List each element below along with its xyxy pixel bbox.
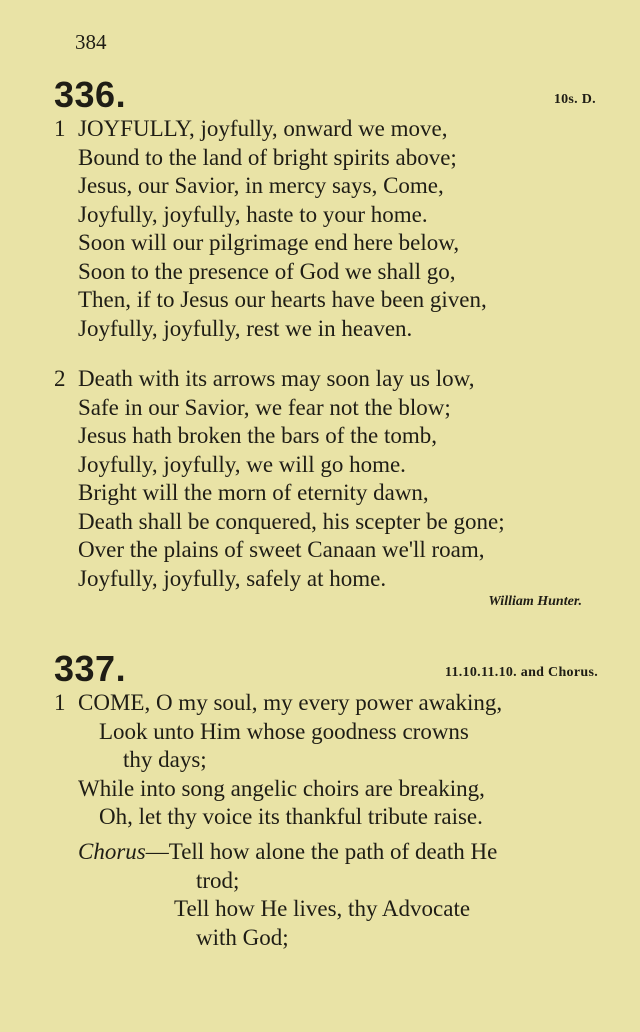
verse-line: Joyfully, joyfully, safely at home. — [78, 565, 387, 591]
hymn-337-verse-1 — [54, 689, 614, 832]
verse-line: COME, O my soul, my every power awaking, — [78, 690, 503, 715]
hymn-336-verse-1 — [54, 115, 614, 343]
chorus-line: Tell how He lives, thy Advocate — [174, 896, 471, 921]
verse-number: 2 — [54, 366, 66, 391]
verse-number: 1 — [54, 116, 66, 141]
verse-line: Joyfully, joyfully, rest we in heaven. — [78, 315, 413, 341]
hymn-meter-337: 11.10.11.10. and Chorus. — [444, 665, 598, 680]
verse-line: JOYFULLY, joyfully, onward we move, — [78, 116, 448, 141]
verse-line: Safe in our Savior, we fear not the blow; — [78, 394, 451, 420]
verse-line: Then, if to Jesus our hearts have been given, — [78, 287, 487, 312]
author-attribution: William Hunter. — [488, 594, 582, 609]
hymn-337-chorus — [78, 838, 618, 952]
chorus-first-line — [78, 838, 618, 867]
verse-line: Over the plains of sweet Canaan we'll roam, — [78, 537, 485, 562]
verse-line: While into song angelic choirs are breaking, — [78, 775, 485, 801]
verse-line: Bound to the land of bright spirits above; — [78, 144, 457, 170]
verse-line: Soon to the presence of God we shall go, — [78, 258, 456, 284]
verse-line: Soon will our pilgrimage end here below, — [78, 230, 460, 255]
hymn-number-337: 337. — [54, 648, 127, 689]
verse-line: Death with its arrows may soon lay us low, — [78, 366, 475, 391]
verse-line: Bright will the morn of eternity dawn, — [78, 480, 429, 505]
verse-line: Joyfully, joyfully, haste to your home. — [78, 201, 428, 227]
verse-line: Joyfully, joyfully, we will go home. — [78, 451, 406, 477]
verse-line: Death shall be conquered, his scepter be gone; — [78, 508, 505, 534]
hymn-meter-336: 10s. D. — [553, 92, 596, 107]
hymn-336-verse-2 — [54, 365, 614, 593]
chorus-line: —Tell how alone the path of death He — [145, 839, 498, 864]
verse-line: thy days; — [123, 747, 207, 772]
verse-line: Oh, let thy voice its thankful tribute raise. — [99, 804, 483, 829]
verse-line: Jesus hath broken the bars of the tomb, — [78, 423, 437, 448]
verse-line: Look unto Him whose goodness crowns — [99, 718, 469, 744]
chorus-line: trod; — [196, 867, 240, 893]
hymn-number-336: 336. — [54, 74, 127, 115]
chorus-line: with God; — [196, 924, 289, 950]
page-number: 384 — [75, 30, 107, 54]
verse-number: 1 — [54, 690, 66, 715]
chorus-label: Chorus — [78, 839, 146, 864]
verse-line: Jesus, our Savior, in mercy says, Come, — [78, 173, 444, 198]
